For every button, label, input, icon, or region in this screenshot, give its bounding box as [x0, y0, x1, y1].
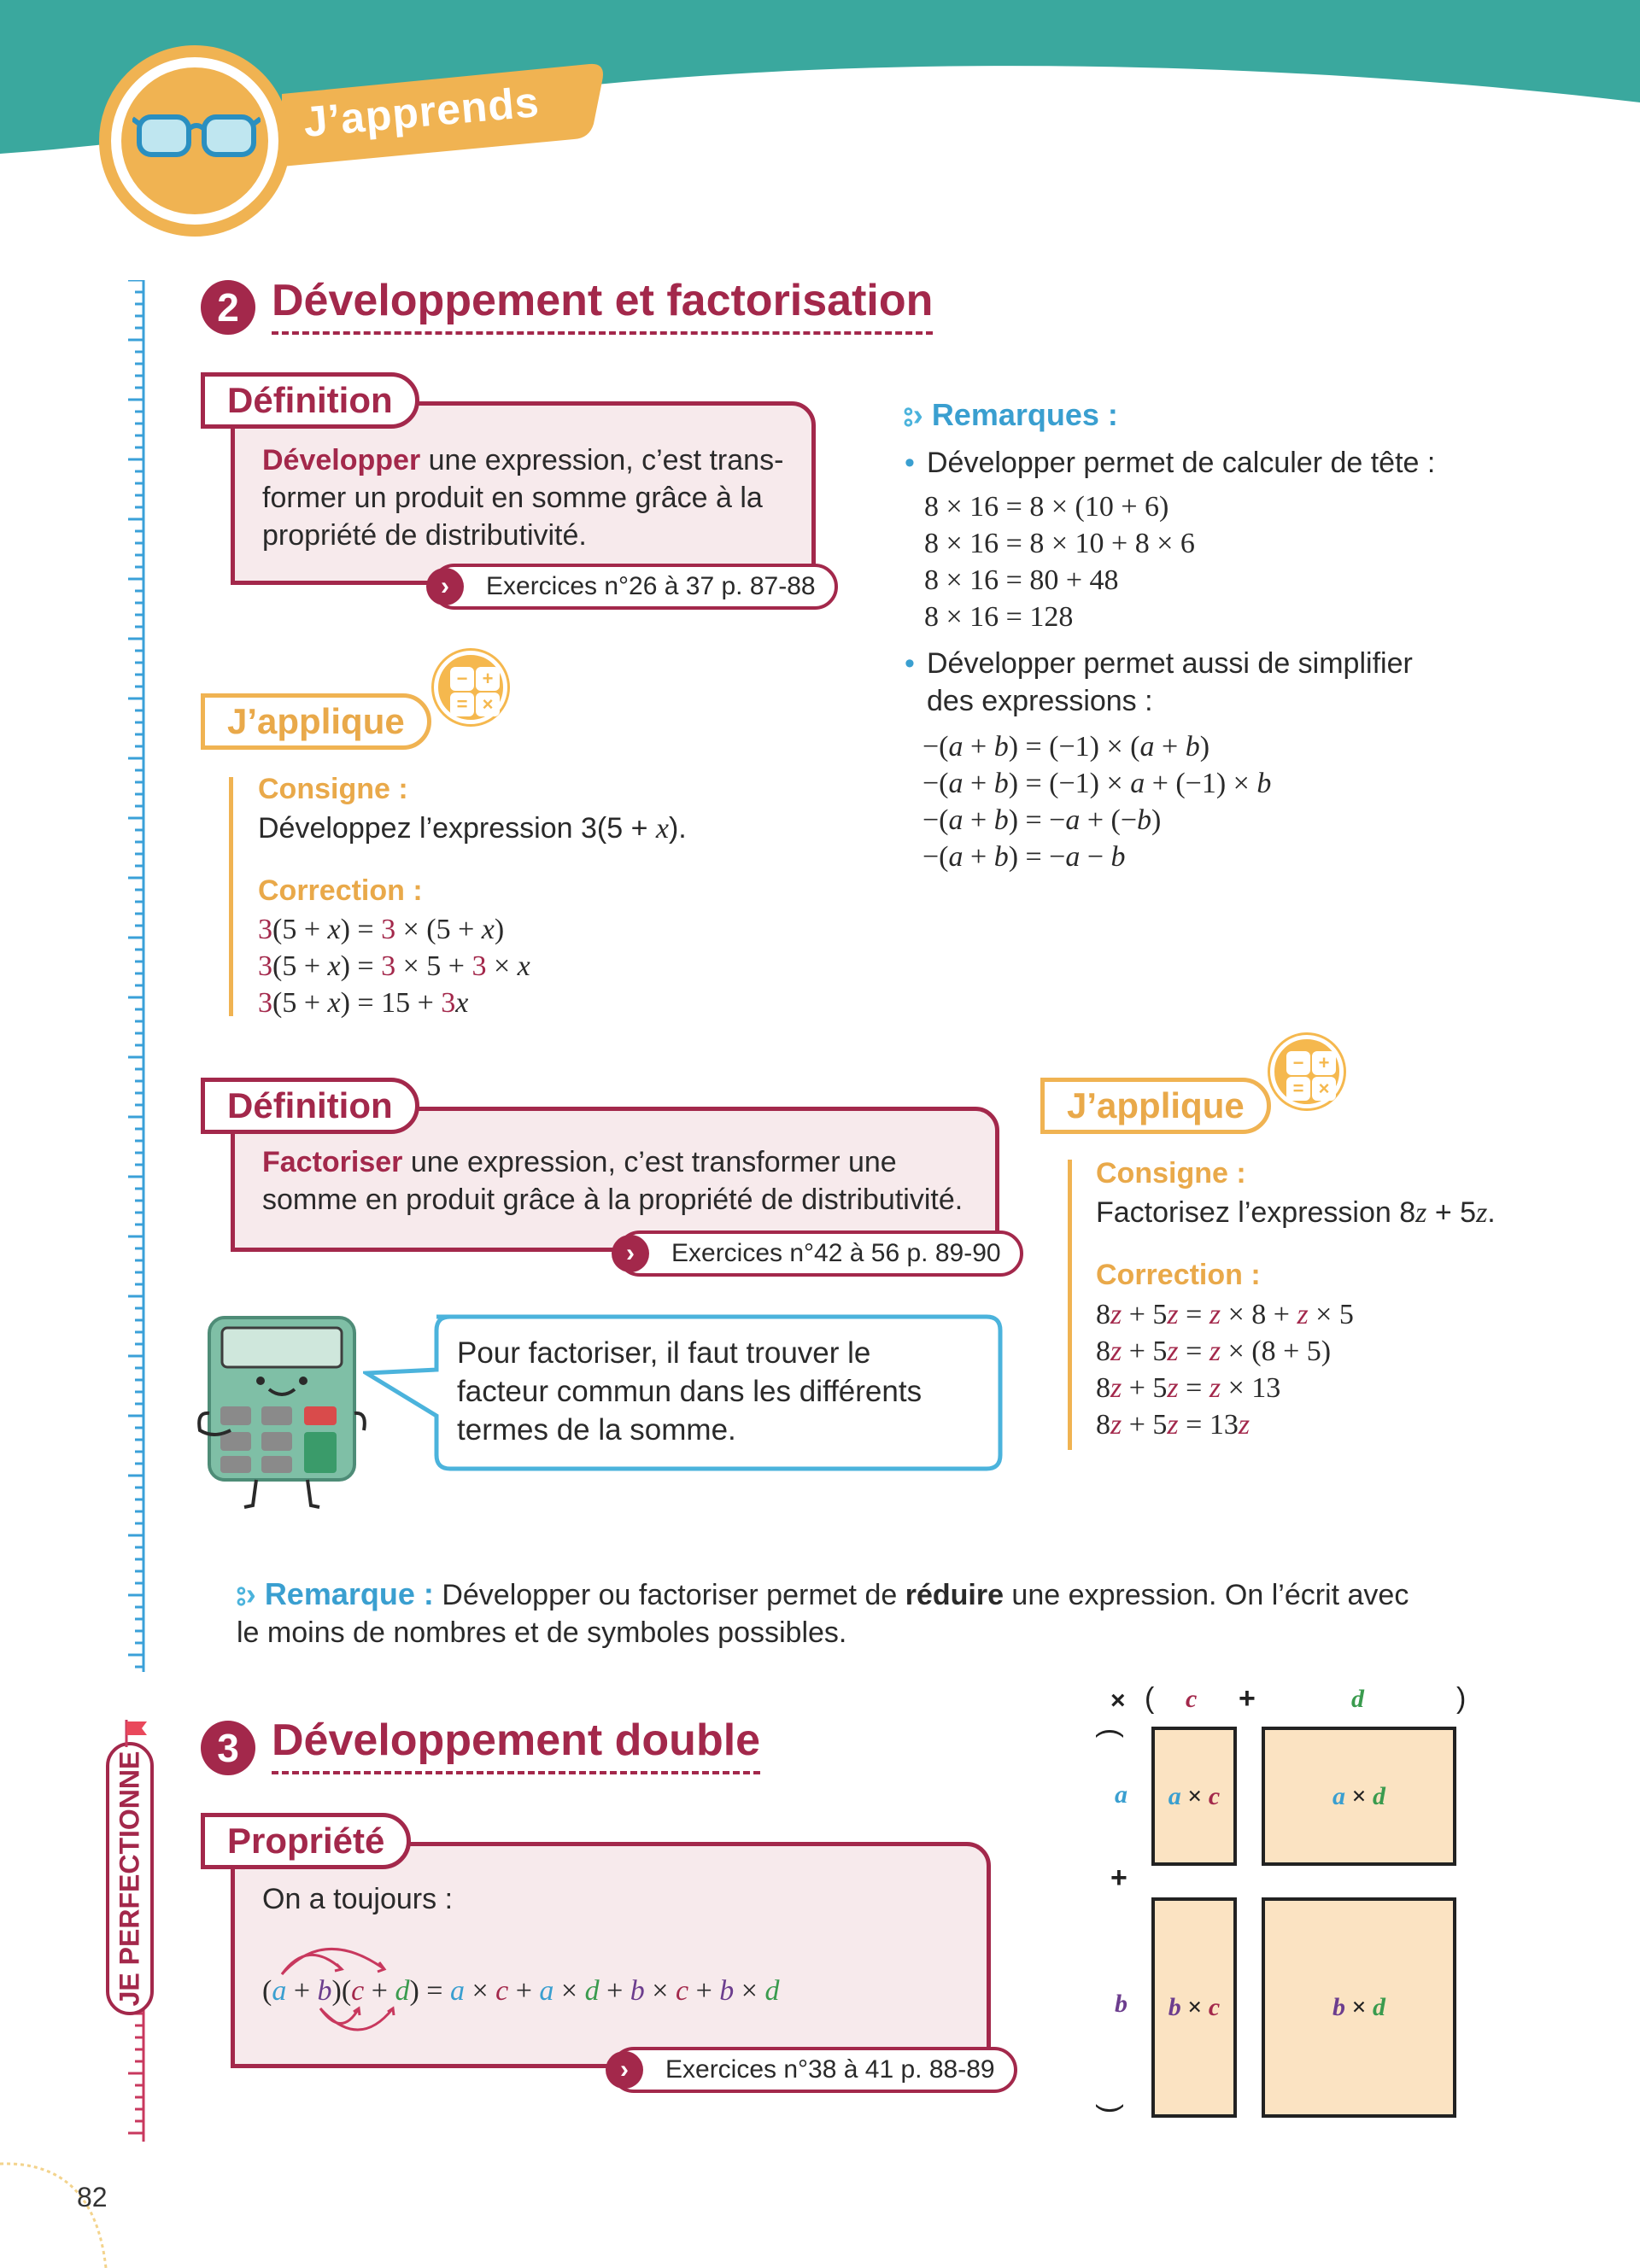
property-tab: Propriété: [201, 1813, 411, 1869]
remark-bullet-1: Développer permet de calculer de tête :: [927, 447, 1436, 479]
grid-open-paren: (: [1145, 1682, 1155, 1715]
section-badge-label: J’apprends: [302, 78, 542, 146]
exercises-link[interactable]: › Exercices n°26 à 37 p. 87-88: [431, 564, 838, 610]
glasses-icon: [132, 107, 261, 167]
grid-cell-ad: a × d: [1262, 1727, 1456, 1866]
exercises-link-3[interactable]: › Exercices n°38 à 41 p. 88-89: [611, 2047, 1017, 2093]
calculator-badge-icon: − + = ×: [434, 651, 507, 724]
property-formula: (a + b)(c + d) = a × c + a × d + b × c + b × d: [262, 1975, 780, 2007]
calculator-mascot: [196, 1311, 367, 1511]
page-number: 82: [77, 2182, 108, 2212]
remark-note: ⦂› Remarque : Développer ou factoriser permet de réduire une expression. On l’écrit avec le moins de nombres et de symboles possibles.: [237, 1576, 1409, 1649]
remark-bullet-2: Développer permet aussi de simplifier des expressions :: [927, 647, 1413, 717]
apply-bar: [229, 777, 233, 1016]
property-box: [231, 1842, 991, 2068]
side-label-box: [106, 1742, 154, 2015]
section-number-3: 3: [201, 1721, 255, 1775]
section-title-3: Développement double: [272, 1715, 760, 1774]
grid-cell-ac: a × c: [1151, 1727, 1237, 1866]
property-intro: On a toujours :: [262, 1883, 454, 1915]
apply-tab-2: J’applique: [1040, 1078, 1271, 1134]
correction-lines: 3(5 + x) = 3 × (5 + x) 3(5 + x) = 3 × 5 + 3 × x 3(5 + x) = 15 + 3x: [258, 914, 530, 1019]
grid-times: ×: [1110, 1686, 1126, 1715]
grid-close-paren-left: ): [1095, 2103, 1128, 2114]
grid-label-c: c: [1186, 1685, 1198, 1713]
side-label: JE PERFECTIONNE: [114, 1751, 145, 2007]
grid-label-a: a: [1115, 1780, 1128, 1809]
correction-label: Correction :: [258, 874, 423, 907]
grid-close-paren: ): [1456, 1682, 1467, 1715]
definition-box: [231, 401, 816, 585]
apply-bar-2: [1068, 1160, 1072, 1450]
definition-tab: Définition: [201, 372, 419, 429]
grid-plus-left: +: [1110, 1862, 1128, 1894]
chevron-right-icon: ›: [426, 568, 464, 605]
consigne-text: Développez l’expression 3(5 + x).: [258, 812, 687, 845]
exercises-link-2[interactable]: › Exercices n°42 à 56 p. 89-90: [617, 1230, 1023, 1277]
consigne-label: Consigne :: [258, 773, 408, 805]
correction-label-2: Correction :: [1096, 1259, 1261, 1291]
chevron-right-icon: ›: [606, 2051, 643, 2089]
grid-label-d: d: [1351, 1685, 1364, 1713]
definition-text: Développer une expression, c’est trans- former un produit en somme grâce à la propriété de distributivité.: [262, 444, 784, 552]
remarks-heading: ⦂› Remarques :: [904, 397, 1118, 432]
grid-plus-top: +: [1239, 1682, 1256, 1715]
chevron-right-icon: ›: [612, 1235, 649, 1272]
grid-cell-bd: b × d: [1262, 1897, 1456, 2118]
section-title: Développement et factorisation: [272, 275, 933, 335]
apply-tab: J’applique: [201, 693, 431, 750]
consigne-label-2: Consigne :: [1096, 1157, 1246, 1190]
bubble-text: Pour factoriser, il faut trouver le facteur commun dans les différents termes de la somme.: [457, 1336, 922, 1447]
definition-tab-2: Définition: [201, 1078, 419, 1134]
simplify-lines: −(a + b) = (−1) × (a + b) −(a + b) = (−1) × a + (−1) × b −(a + b) = −a + (−b) −(a + b) = −a − b: [922, 731, 1272, 873]
flag-icon: [120, 1716, 154, 1751]
consigne-text-2: Factorisez l’expression 8z + 5z.: [1096, 1196, 1496, 1229]
definition-text-2: Factoriser une expression, c’est transformer une somme en produit grâce à la propriété de distributivité.: [262, 1146, 964, 1216]
grid-label-b: b: [1115, 1990, 1128, 2018]
grid-open-paren-left: (: [1095, 1727, 1128, 1739]
distribution-arrows: [273, 1932, 419, 2043]
section-number: 2: [201, 280, 255, 335]
correction-lines-2: 8z + 5z = z × 8 + z × 5 8z + 5z = z × (8 + 5) 8z + 5z = z × 13 8z + 5z = 13z: [1096, 1299, 1354, 1441]
calculator-badge-icon-2: − + = ×: [1270, 1035, 1344, 1108]
mental-calc-lines: 8 × 16 = 8 × (10 + 6) 8 × 16 = 8 × 10 + 8 × 6 8 × 16 = 80 + 48 8 × 16 = 128: [924, 491, 1195, 633]
grid-cell-bc: b × c: [1151, 1897, 1237, 2118]
